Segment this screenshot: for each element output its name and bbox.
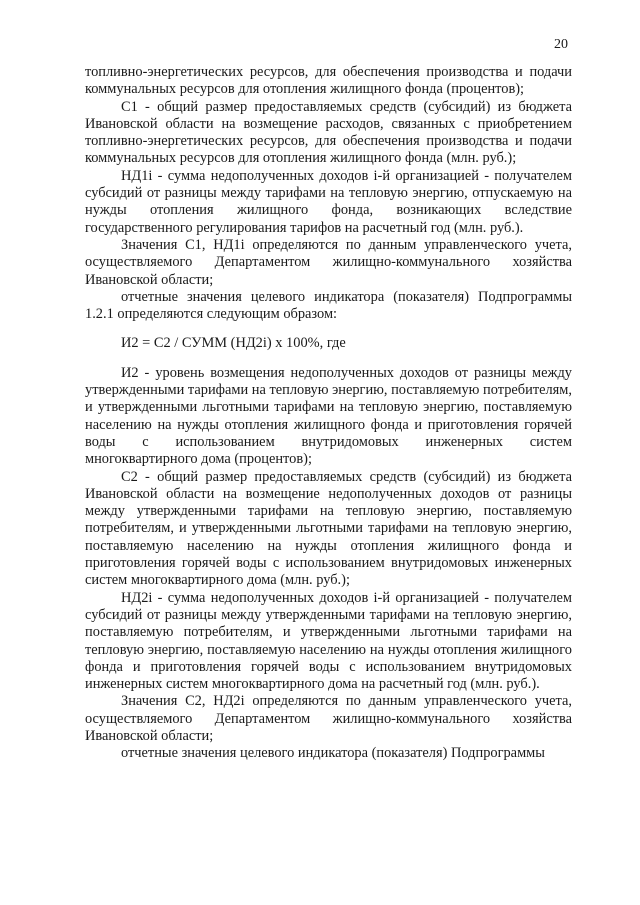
paragraph-nd1i-definition: НД1i - сумма недополученных доходов i-й организацией - получателем субсидий от разницы между тарифами на тепловую энергию, отпускаемую на нужды отопления жилищного фонда, возникающих вследствие государственного регулирования тарифов на расчетный год (млн. руб.). bbox=[85, 167, 572, 236]
paragraph-c2-nd2i-source: Значения С2, НД2i определяются по данным управленческого учета, осуществляемого Департаментом жилищно-коммунального хозяйства Ивановской области; bbox=[85, 693, 572, 744]
paragraph-nd2i-definition: НД2i - сумма недополученных доходов i-й организацией - получателем субсидий от разницы между утвержденными тарифами на тепловую энергию, поставляемую потребителям, и утвержденными льготными тарифами на тепловую энергию, поставляемую населению на нужды отопления жилищного фонда и приготовления горячей воды с использованием внутридомовых инженерных систем многоквартирного дома на расчетный год (млн. руб.). bbox=[85, 589, 572, 693]
paragraph-c2-definition: С2 - общий размер предоставляемых средств (субсидий) из бюджета Ивановской области на возмещение недополученных доходов от разницы между утвержденными тарифами на тепловую энергию, поставляемую потребителям, и утвержденными льготными тарифами на тепловую энергию, поставляемую населению на нужды отопления жилищного фонда и приготовления горячей воды с использованием внутридомовых инженерных систем многоквартирного дома (млн. руб.); bbox=[85, 468, 572, 589]
page-number: 20 bbox=[554, 37, 568, 52]
formula-i2: И2 = С2 / СУММ (НД2i) x 100%, где bbox=[121, 335, 346, 352]
paragraph-continuation: топливно-энергетических ресурсов, для обеспечения производства и подачи коммунальных ресурсов для отопления жилищного фонда (процентов); bbox=[85, 64, 572, 98]
paragraph-indicator-next: отчетные значения целевого индикатора (показателя) Подпрограммы bbox=[121, 745, 545, 762]
document-body bbox=[85, 64, 572, 763]
paragraph-c1-definition: С1 - общий размер предоставляемых средств (субсидий) из бюджета Ивановской области на возмещение расходов, связанных с приобретением топливно-энергетических ресурсов, для обеспечения производства и подачи коммунальных ресурсов для отопления жилищного фонда (млн. руб.); bbox=[85, 98, 572, 167]
paragraph-indicator-intro: отчетные значения целевого индикатора (показателя) Подпрограммы 1.2.1 определяются следующим образом: bbox=[85, 288, 572, 323]
paragraph-c1-nd1i-source: Значения С1, НД1i определяются по данным управленческого учета, осуществляемого Департаментом жилищно-коммунального хозяйства Ивановской области; bbox=[85, 236, 572, 288]
paragraph-i2-definition: И2 - уровень возмещения недополученных доходов от разницы между утвержденными тарифами на тепловую энергию, поставляемую потребителям, и утвержденными льготными тарифами на тепловую энергию, поставляемую населению на нужды отопления жилищного фонда и приготовления горячей воды с использованием внутридомовых инженерных систем многоквартирного дома (процентов); bbox=[85, 364, 572, 468]
